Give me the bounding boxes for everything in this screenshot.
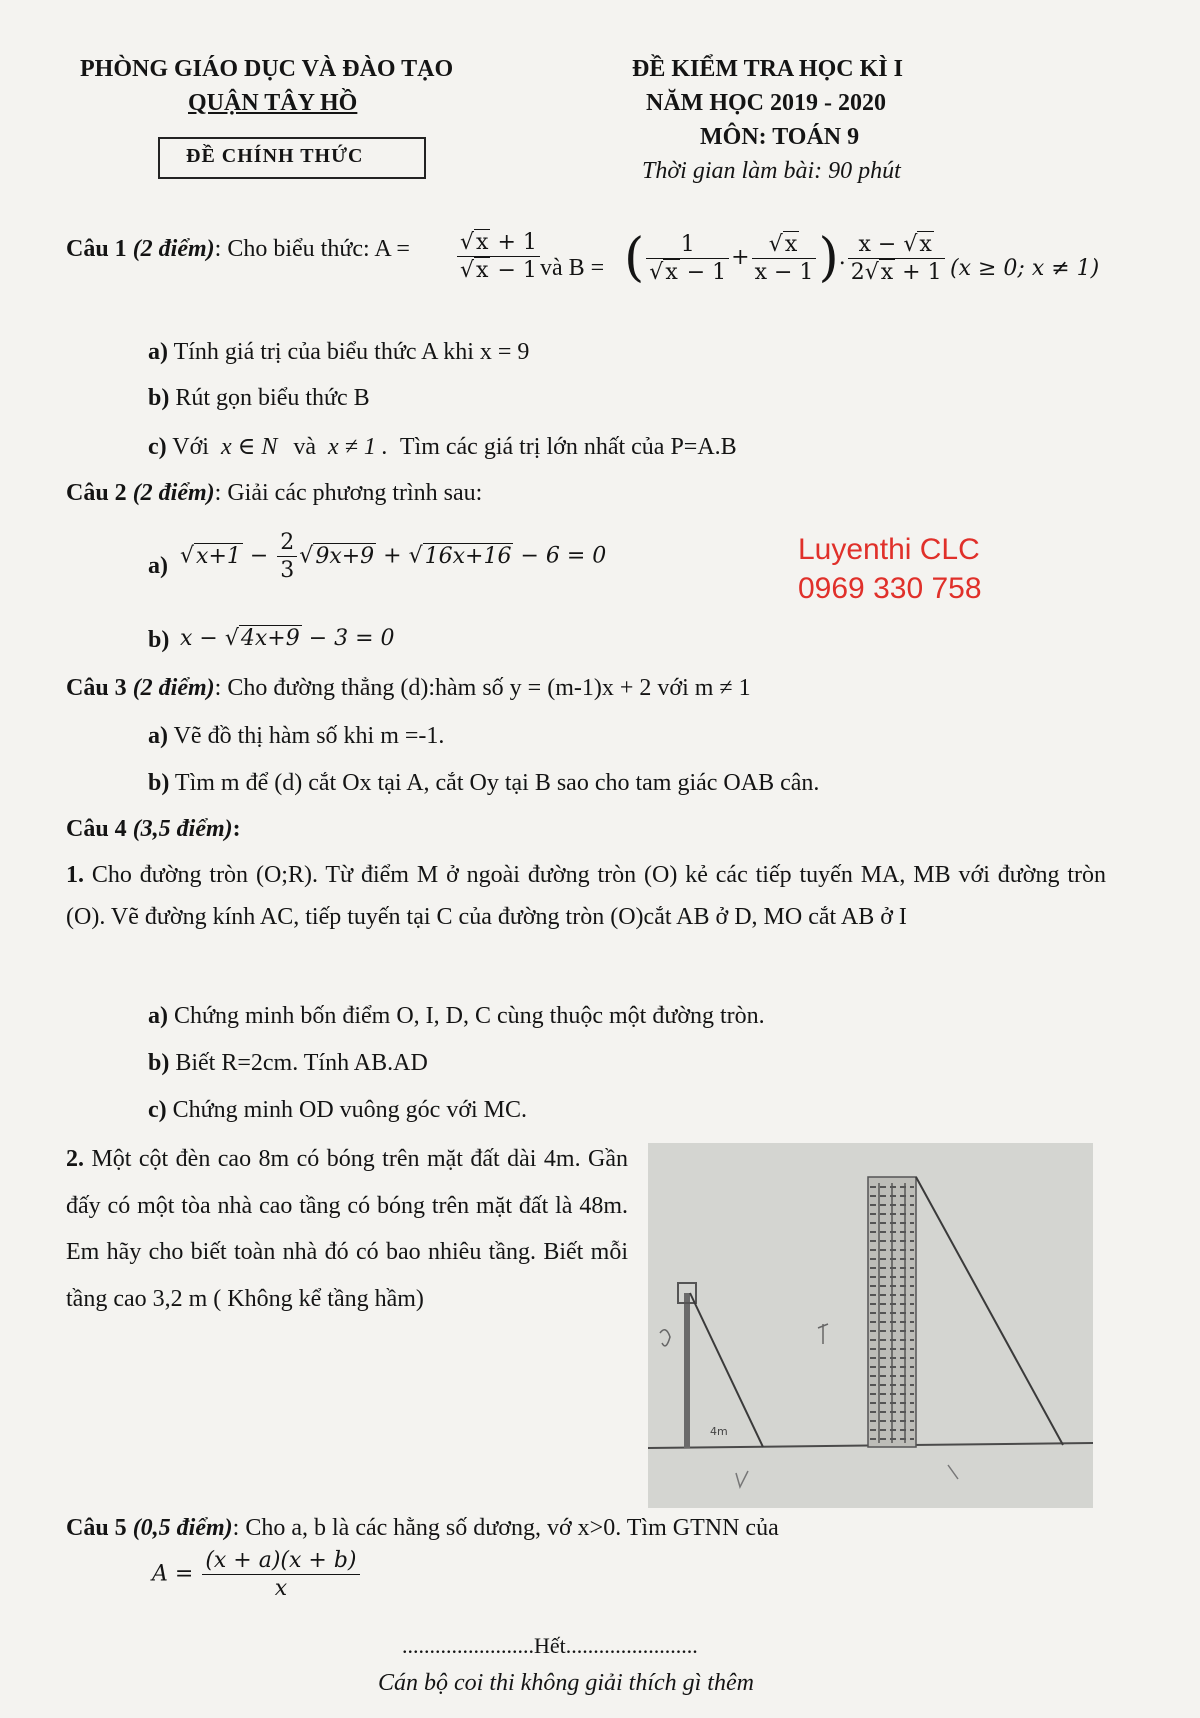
- q5-intro: : Cho a, b là các hằng số dương, vớ x>0. Tìm GTNN của: [232, 1515, 779, 1541]
- footer-note: Cán bộ coi thi không giải thích gì thêm: [378, 1670, 754, 1696]
- building-shadow-sketch: [648, 1143, 1093, 1508]
- exam-title: ĐỀ KIỂM TRA HỌC KÌ I: [632, 56, 903, 82]
- end-mark: ........................Hết........................: [402, 1633, 698, 1658]
- q3-points: (2 điểm): [132, 675, 215, 701]
- q3-b: [148, 770, 819, 797]
- school-year: NĂM HỌC 2019 - 2020: [646, 90, 886, 116]
- q3-b-label: b): [148, 770, 170, 796]
- q3-a-label: a): [148, 723, 168, 749]
- q4-p1-label: 1.: [66, 862, 84, 888]
- q4-b-text: Biết R=2cm. Tính AB.AD: [175, 1050, 428, 1076]
- org-line2: QUẬN TÂY HỒ: [188, 90, 358, 116]
- q4-line: [66, 816, 241, 843]
- q2-line: [66, 480, 482, 507]
- q4-a-text: Chứng minh bốn điểm O, I, D, C cùng thuộc một đường tròn.: [174, 1003, 765, 1029]
- q1-c-text-5: Tìm các giá trị lớn nhất của P=A.B: [399, 434, 737, 460]
- formula-b: ( $\frac{1}{√x - 1}$ + $\frac{√x}{x - 1}$ ). $\frac{x - √x}{2√x + 1}$: [624, 228, 947, 288]
- q1-a-text: Tính giá trị của biểu thức A khi x = 9: [173, 339, 530, 365]
- q4-points: (3,5 điểm): [132, 816, 233, 842]
- q1-c-text-2: x ∈ N: [220, 434, 278, 460]
- q4-colon: :: [232, 816, 241, 842]
- q4-a-label: a): [148, 1003, 168, 1029]
- q1-label: Câu 1: [66, 236, 127, 262]
- q1-points: (2 điểm): [132, 236, 215, 262]
- q1-b-text: Rút gọn biểu thức B: [175, 385, 370, 411]
- building-shadow-photo: [648, 1143, 1093, 1508]
- official-label: ĐỀ CHÍNH THỨC: [186, 145, 364, 167]
- q1-line: [66, 236, 410, 263]
- q4-part2: [66, 1136, 628, 1322]
- q4-c-text: Chứng minh OD vuông góc với MC.: [172, 1097, 528, 1123]
- q4-p2-label: 2.: [66, 1146, 84, 1172]
- q2-intro: : Giải các phương trình sau:: [214, 480, 483, 506]
- q4-p2-text: Một cột đèn cao 8m có bóng trên mặt đất dài 4m. Gần đấy có một tòa nhà cao tầng có bóng trên mặt đất là 48m. Em hãy cho biết toàn nhà đó có bao nhiêu tầng. Biết mỗi tầng cao 3,2 m ( Không kể tầng hầm): [66, 1146, 629, 1312]
- q2-b-label: b): [148, 627, 170, 653]
- equation-b: x − √4x+9 − 3 = 0: [180, 626, 395, 651]
- formula-q5: A = $\frac{(x + a)(x + b)}{x}$: [152, 1548, 362, 1601]
- q1-c-label: c): [148, 434, 167, 460]
- q5-points: (0,5 điểm): [132, 1515, 233, 1541]
- q1-a: [148, 339, 529, 366]
- q4-label: Câu 4: [66, 816, 127, 842]
- q1-b: [148, 385, 370, 412]
- q1-intro: : Cho biểu thức: A =: [214, 236, 410, 262]
- q5-label: Câu 5: [66, 1515, 127, 1541]
- watermark-line1: Luyenthi CLC: [798, 533, 980, 566]
- q1-condition: (x ≥ 0; x ≠ 1): [950, 256, 1100, 281]
- subject: MÔN: TOÁN 9: [700, 124, 860, 150]
- q2-label: Câu 2: [66, 480, 127, 506]
- q2-a-label: a): [148, 553, 168, 579]
- q4-part1: [66, 854, 1106, 938]
- q4-b: [148, 1050, 428, 1077]
- q3-a-text: Vẽ đồ thị hàm số khi m =-1.: [173, 723, 445, 749]
- q1-c-text-4: x ≠ 1 .: [328, 434, 388, 460]
- org-line1: PHÒNG GIÁO DỤC VÀ ĐÀO TẠO: [80, 56, 454, 82]
- q1-and-b: và B =: [540, 255, 605, 281]
- q3-label: Câu 3: [66, 675, 127, 701]
- q5-line: [66, 1515, 779, 1542]
- q3-line: [66, 675, 751, 702]
- q1-c-text-3: và: [293, 434, 317, 460]
- q3-b-text: Tìm m để (d) cắt Ox tại A, cắt Oy tại B sao cho tam giác OAB cân.: [174, 770, 820, 796]
- q1-b-label: b): [148, 385, 170, 411]
- photo-label: 4m: [710, 1425, 728, 1438]
- q3-a: [148, 723, 444, 750]
- equation-a: √x+1 − $\frac{2}{3}$ √9x+9 + √16x+16 − 6 = 0: [180, 530, 607, 583]
- q1-c-text-1: Với: [172, 434, 209, 460]
- q4-b-label: b): [148, 1050, 170, 1076]
- q4-c-label: c): [148, 1097, 167, 1123]
- formula-a: $\frac{√x + 1}{√x - 1}$: [455, 230, 542, 283]
- q2-points: (2 điểm): [132, 480, 215, 506]
- q3-intro: : Cho đường thẳng (d):hàm số y = (m-1)x + 2 với m ≠ 1: [214, 675, 751, 701]
- q4-a: [148, 1003, 765, 1030]
- q1-a-label: a): [148, 339, 168, 365]
- q4-c: [148, 1097, 527, 1124]
- duration: Thời gian làm bài: 90 phút: [642, 158, 901, 184]
- q4-p1-text: Cho đường tròn (O;R). Từ điểm M ở ngoài đường tròn (O) kẻ các tiếp tuyến MA, MB với đường tròn (O). Vẽ đường kính AC, tiếp tuyến tại C của đường tròn (O)cắt AB ở D, MO cắt AB ở I: [66, 862, 1107, 930]
- watermark-line2: 0969 330 758: [798, 572, 982, 605]
- q1-c: [148, 432, 737, 461]
